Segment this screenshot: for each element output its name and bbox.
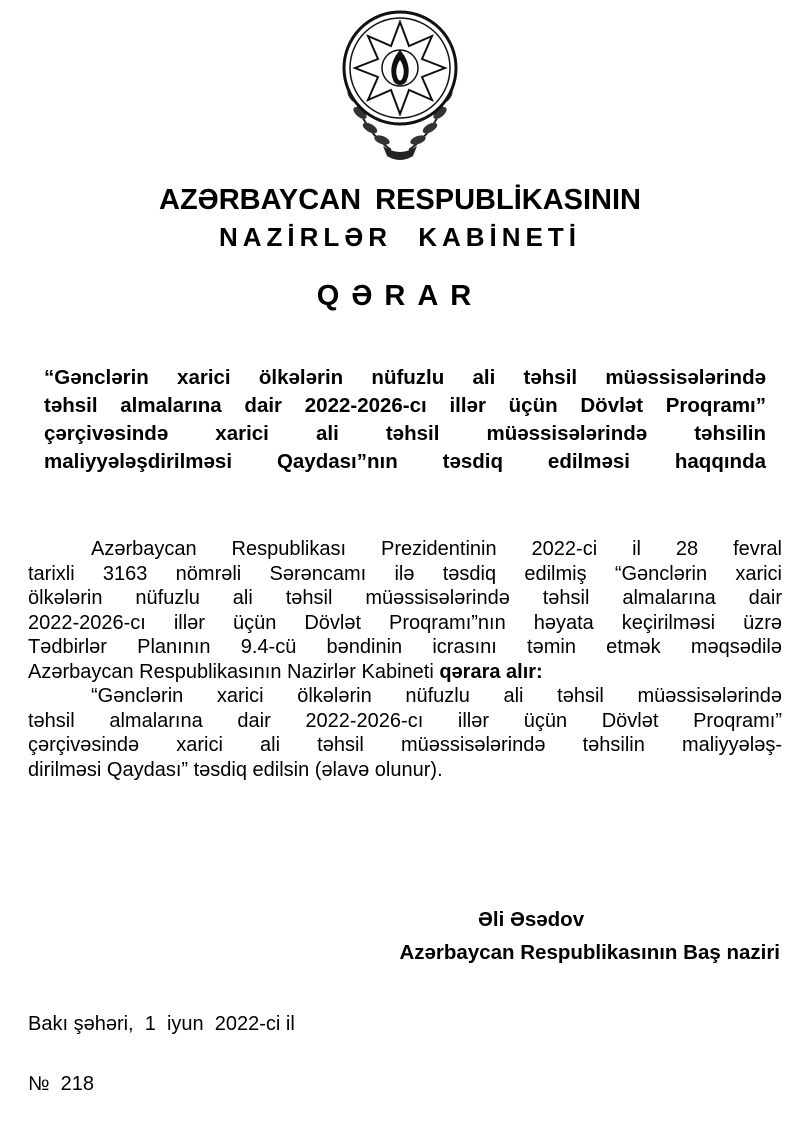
body-line: təhsil almalarına dair 2022-2026-cı illər üçün Dövlət Proqramı” [28, 709, 782, 732]
body-line: 2022-2026-cı illər üçün Dövlət Proqramı”nın həyata keçirilməsi üzrə [28, 611, 782, 634]
document-type-title: QƏRAR [316, 280, 484, 312]
body-line: Azərbaycan Respublikası Prezidentinin 2022-ci il 28 fevral [91, 538, 782, 560]
resolution-phrase: qərara alır: [439, 660, 543, 683]
body-line: Tədbirlər Planının 9.4-cü bəndinin icrasını təmin etmək məqsədilə [28, 636, 782, 658]
subject-line: “Gənclərin xarici ölkələrin nüfuzlu ali təhsil müəssisələrində [44, 366, 766, 389]
body-line-last [28, 660, 782, 685]
subject-line: təhsil almalarına dair 2022-2026-cı illər üçün Dövlət Proqramı” [44, 394, 766, 417]
government-name-line2: NAZİRLƏR KABİNETİ [219, 222, 581, 252]
decision-number: № 218 [28, 1073, 94, 1095]
body-line-last: dirilməsi Qaydası” təsdiq edilsin (əlavə olunur). [28, 758, 443, 781]
subject-line: çərçivəsində xarici ali təhsil müəssisələrində təhsilin [44, 422, 766, 445]
place-and-date: Bakı şəhəri, 1 iyun 2022-ci il [28, 1013, 295, 1035]
decision-subject [44, 364, 766, 476]
subject-line: maliyyələşdirilməsi Qaydası”nın təsdiq edilməsi haqqında [44, 450, 766, 473]
state-emblem-icon [333, 0, 467, 164]
body-line: çərçivəsində xarici ali təhsil müəssisələrində təhsilin maliyyələş- [28, 734, 782, 756]
body-line: “Gənclərin xarici ölkələrin nüfuzlu ali təhsil müəssisələrində [91, 685, 782, 707]
government-name-line1: AZƏRBAYCAN RESPUBLİKASININ [159, 184, 641, 216]
signatory-name: Əli Əsədov [478, 908, 585, 931]
signatory-title: Azərbaycan Respublikasının Baş naziri [399, 941, 780, 964]
decision-body [28, 537, 782, 782]
body-line: ölkələrin nüfuzlu ali təhsil müəssisələrində təhsil almalarına dair [28, 587, 782, 609]
body-text: Azərbaycan Respublikasının Nazirlər Kabineti [28, 660, 440, 683]
body-line: tarixli 3163 nömrəli Sərəncamı ilə təsdiq edilmiş “Gənclərin xarici [28, 562, 782, 585]
